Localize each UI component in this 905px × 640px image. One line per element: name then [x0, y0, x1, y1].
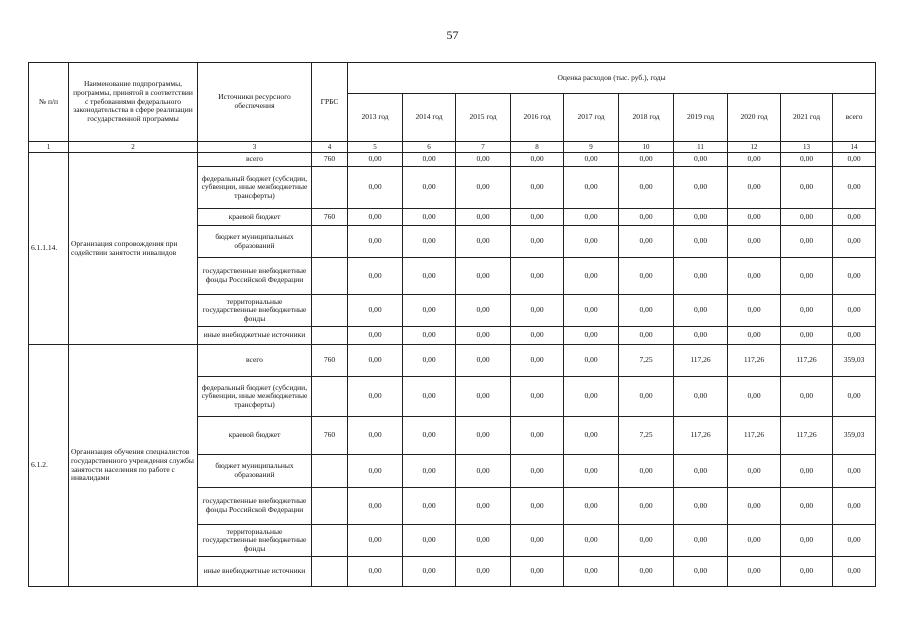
- grbs-code: [312, 327, 348, 345]
- year-value: 7,25: [619, 345, 674, 377]
- grbs-code: 760: [312, 417, 348, 455]
- table-row: [29, 153, 876, 167]
- column-index: 12: [728, 142, 781, 153]
- column-index: 1: [29, 142, 69, 153]
- item-code: 6.1.2.: [29, 345, 69, 587]
- year-value: 117,26: [728, 417, 781, 455]
- year-value: 0,00: [348, 295, 403, 327]
- total-value: 0,00: [833, 557, 876, 587]
- total-value: 0,00: [833, 167, 876, 209]
- year-value: 0,00: [619, 455, 674, 488]
- year-value: 0,00: [456, 488, 511, 525]
- year-value: 0,00: [564, 455, 619, 488]
- year-value: 0,00: [511, 377, 564, 417]
- year-value: 0,00: [728, 525, 781, 557]
- year-value: 0,00: [403, 417, 456, 455]
- column-index: 4: [312, 142, 348, 153]
- year-value: 0,00: [564, 226, 619, 258]
- year-value: 0,00: [456, 327, 511, 345]
- year-value: 0,00: [403, 455, 456, 488]
- year-value: 0,00: [728, 455, 781, 488]
- year-value: 0,00: [511, 153, 564, 167]
- year-value: 0,00: [564, 327, 619, 345]
- year-value: 0,00: [348, 153, 403, 167]
- year-value: 0,00: [728, 327, 781, 345]
- year-value: 0,00: [619, 377, 674, 417]
- year-value: 0,00: [781, 455, 833, 488]
- funding-source: бюджет муниципальных образований: [198, 226, 312, 258]
- year-value: 0,00: [564, 488, 619, 525]
- year-value: 0,00: [403, 488, 456, 525]
- header-year: 2015 год: [456, 94, 511, 142]
- grbs-code: [312, 377, 348, 417]
- year-value: 0,00: [674, 153, 728, 167]
- year-value: 0,00: [348, 327, 403, 345]
- column-index-row: [29, 142, 876, 153]
- year-value: 7,25: [619, 417, 674, 455]
- year-value: 0,00: [674, 295, 728, 327]
- year-value: 0,00: [564, 525, 619, 557]
- funding-source: иные внебюджетные источники: [198, 327, 312, 345]
- year-value: 0,00: [564, 258, 619, 295]
- year-value: 0,00: [728, 258, 781, 295]
- total-value: 0,00: [833, 488, 876, 525]
- year-value: 0,00: [348, 167, 403, 209]
- item-name: Организация обучения специалистов государственного учреждения службы занятости населения по работе с инвалидами: [69, 345, 198, 587]
- total-value: 0,00: [833, 455, 876, 488]
- year-value: 0,00: [728, 226, 781, 258]
- column-index: 6: [403, 142, 456, 153]
- grbs-code: 760: [312, 153, 348, 167]
- grbs-code: [312, 167, 348, 209]
- table-header: [29, 63, 876, 153]
- funding-source: краевой бюджет: [198, 209, 312, 226]
- funding-source: краевой бюджет: [198, 417, 312, 455]
- year-value: 0,00: [456, 455, 511, 488]
- year-value: 0,00: [456, 209, 511, 226]
- header-year: 2017 год: [564, 94, 619, 142]
- year-value: 0,00: [348, 557, 403, 587]
- total-value: 0,00: [833, 377, 876, 417]
- year-value: 0,00: [619, 226, 674, 258]
- funding-source: государственные внебюджетные фонды Российской Федерации: [198, 258, 312, 295]
- year-value: 0,00: [619, 258, 674, 295]
- year-value: 0,00: [511, 226, 564, 258]
- year-value: 0,00: [781, 258, 833, 295]
- header-year: 2013 год: [348, 94, 403, 142]
- column-index: 9: [564, 142, 619, 153]
- year-value: 0,00: [456, 226, 511, 258]
- year-value: 0,00: [348, 455, 403, 488]
- year-value: 0,00: [564, 345, 619, 377]
- year-value: 0,00: [674, 455, 728, 488]
- year-value: 0,00: [674, 167, 728, 209]
- year-value: 0,00: [403, 295, 456, 327]
- year-value: 0,00: [403, 377, 456, 417]
- year-value: 0,00: [511, 417, 564, 455]
- header-name: Наименование подпрограммы, программы, принятой в соответствии с требованиями федерального законодательства в сфере реализации государственной программы: [69, 63, 198, 142]
- header-year: 2019 год: [674, 94, 728, 142]
- year-value: 0,00: [619, 153, 674, 167]
- header-expenses-group: Оценка расходов (тыс. руб.), годы: [348, 63, 876, 94]
- table-body: [29, 153, 876, 587]
- grbs-code: [312, 557, 348, 587]
- year-value: 0,00: [348, 209, 403, 226]
- year-value: 0,00: [403, 525, 456, 557]
- year-value: 0,00: [403, 327, 456, 345]
- year-value: 0,00: [674, 557, 728, 587]
- grbs-code: [312, 226, 348, 258]
- year-value: 0,00: [403, 226, 456, 258]
- year-value: 0,00: [456, 153, 511, 167]
- total-value: 359,03: [833, 417, 876, 455]
- column-index: 3: [198, 142, 312, 153]
- year-value: 0,00: [674, 488, 728, 525]
- header-year: 2016 год: [511, 94, 564, 142]
- budget-table: [28, 62, 876, 587]
- column-index: 13: [781, 142, 833, 153]
- year-value: 0,00: [674, 258, 728, 295]
- year-value: 0,00: [781, 167, 833, 209]
- year-value: 0,00: [348, 488, 403, 525]
- year-value: 0,00: [619, 525, 674, 557]
- year-value: 0,00: [403, 557, 456, 587]
- year-value: 0,00: [403, 167, 456, 209]
- year-value: 0,00: [403, 209, 456, 226]
- funding-source: территориальные государственные внебюджетные фонды: [198, 295, 312, 327]
- total-value: 0,00: [833, 525, 876, 557]
- header-year: 2018 год: [619, 94, 674, 142]
- funding-source: федеральный бюджет (субсидии, субвенции, иные межбюджетные трансферты): [198, 377, 312, 417]
- column-index: 10: [619, 142, 674, 153]
- year-value: 0,00: [456, 525, 511, 557]
- year-value: 0,00: [564, 417, 619, 455]
- year-value: 0,00: [564, 295, 619, 327]
- year-value: 0,00: [511, 167, 564, 209]
- year-value: 0,00: [511, 345, 564, 377]
- year-value: 0,00: [403, 258, 456, 295]
- column-index: 5: [348, 142, 403, 153]
- year-value: 0,00: [511, 455, 564, 488]
- year-value: 0,00: [619, 557, 674, 587]
- total-value: 0,00: [833, 327, 876, 345]
- item-name: Организация сопровождения при содействии занятости инвалидов: [69, 153, 198, 345]
- funding-source: бюджет муниципальных образований: [198, 455, 312, 488]
- grbs-code: [312, 525, 348, 557]
- year-value: 0,00: [348, 417, 403, 455]
- year-value: 0,00: [456, 417, 511, 455]
- year-value: 117,26: [728, 345, 781, 377]
- year-value: 0,00: [511, 525, 564, 557]
- year-value: 0,00: [781, 295, 833, 327]
- grbs-code: [312, 455, 348, 488]
- year-value: 0,00: [456, 258, 511, 295]
- header-total: всего: [833, 94, 876, 142]
- total-value: 0,00: [833, 153, 876, 167]
- total-value: 0,00: [833, 295, 876, 327]
- year-value: 0,00: [781, 209, 833, 226]
- year-value: 0,00: [619, 327, 674, 345]
- year-value: 0,00: [456, 557, 511, 587]
- header-year: 2014 год: [403, 94, 456, 142]
- year-value: 0,00: [728, 295, 781, 327]
- year-value: 0,00: [456, 295, 511, 327]
- year-value: 117,26: [674, 417, 728, 455]
- year-value: 0,00: [511, 258, 564, 295]
- header-year: 2021 год: [781, 94, 833, 142]
- year-value: 0,00: [511, 327, 564, 345]
- column-index: 2: [69, 142, 198, 153]
- year-value: 0,00: [674, 525, 728, 557]
- funding-source: федеральный бюджет (субсидии, субвенции, иные межбюджетные трансферты): [198, 167, 312, 209]
- year-value: 0,00: [511, 209, 564, 226]
- column-index: 8: [511, 142, 564, 153]
- table-row: [29, 345, 876, 377]
- year-value: 0,00: [728, 167, 781, 209]
- total-value: 0,00: [833, 258, 876, 295]
- year-value: 0,00: [564, 167, 619, 209]
- year-value: 0,00: [564, 209, 619, 226]
- year-value: 0,00: [781, 377, 833, 417]
- year-value: 0,00: [781, 327, 833, 345]
- year-value: 0,00: [674, 209, 728, 226]
- year-value: 0,00: [456, 345, 511, 377]
- column-index: 14: [833, 142, 876, 153]
- total-value: 359,03: [833, 345, 876, 377]
- grbs-code: 760: [312, 345, 348, 377]
- year-value: 0,00: [564, 377, 619, 417]
- year-value: 117,26: [674, 345, 728, 377]
- year-value: 0,00: [728, 557, 781, 587]
- column-index: 7: [456, 142, 511, 153]
- grbs-code: 760: [312, 209, 348, 226]
- year-value: 0,00: [348, 258, 403, 295]
- year-value: 0,00: [674, 327, 728, 345]
- year-value: 0,00: [348, 345, 403, 377]
- funding-source: всего: [198, 345, 312, 377]
- year-value: 0,00: [728, 209, 781, 226]
- funding-source: государственные внебюджетные фонды Российской Федерации: [198, 488, 312, 525]
- year-value: 0,00: [511, 488, 564, 525]
- header-grbs: ГРБС: [312, 63, 348, 142]
- grbs-code: [312, 258, 348, 295]
- total-value: 0,00: [833, 226, 876, 258]
- year-value: 0,00: [403, 153, 456, 167]
- year-value: 0,00: [619, 295, 674, 327]
- year-value: 0,00: [456, 167, 511, 209]
- page-number: 57: [446, 28, 459, 42]
- year-value: 117,26: [781, 417, 833, 455]
- year-value: 0,00: [403, 345, 456, 377]
- year-value: 0,00: [619, 209, 674, 226]
- funding-source: территориальные государственные внебюджетные фонды: [198, 525, 312, 557]
- year-value: 0,00: [728, 153, 781, 167]
- header-source: Источники ресурсного обеспечения: [198, 63, 312, 142]
- year-value: 0,00: [674, 226, 728, 258]
- year-value: 0,00: [511, 295, 564, 327]
- header-number: № п/п: [29, 63, 69, 142]
- year-value: 0,00: [674, 377, 728, 417]
- year-value: 0,00: [728, 377, 781, 417]
- year-value: 0,00: [781, 226, 833, 258]
- year-value: 0,00: [348, 525, 403, 557]
- year-value: 0,00: [781, 488, 833, 525]
- grbs-code: [312, 295, 348, 327]
- year-value: 0,00: [348, 377, 403, 417]
- column-index: 11: [674, 142, 728, 153]
- item-code: 6.1.1.14.: [29, 153, 69, 345]
- year-value: 0,00: [511, 557, 564, 587]
- year-value: 0,00: [781, 525, 833, 557]
- year-value: 0,00: [456, 377, 511, 417]
- grbs-code: [312, 488, 348, 525]
- year-value: 0,00: [781, 557, 833, 587]
- year-value: 0,00: [619, 167, 674, 209]
- year-value: 0,00: [564, 557, 619, 587]
- year-value: 0,00: [619, 488, 674, 525]
- funding-source: иные внебюджетные источники: [198, 557, 312, 587]
- year-value: 0,00: [564, 153, 619, 167]
- total-value: 0,00: [833, 209, 876, 226]
- year-value: 0,00: [728, 488, 781, 525]
- year-value: 0,00: [781, 153, 833, 167]
- header-year: 2020 год: [728, 94, 781, 142]
- year-value: 0,00: [348, 226, 403, 258]
- funding-source: всего: [198, 153, 312, 167]
- year-value: 117,26: [781, 345, 833, 377]
